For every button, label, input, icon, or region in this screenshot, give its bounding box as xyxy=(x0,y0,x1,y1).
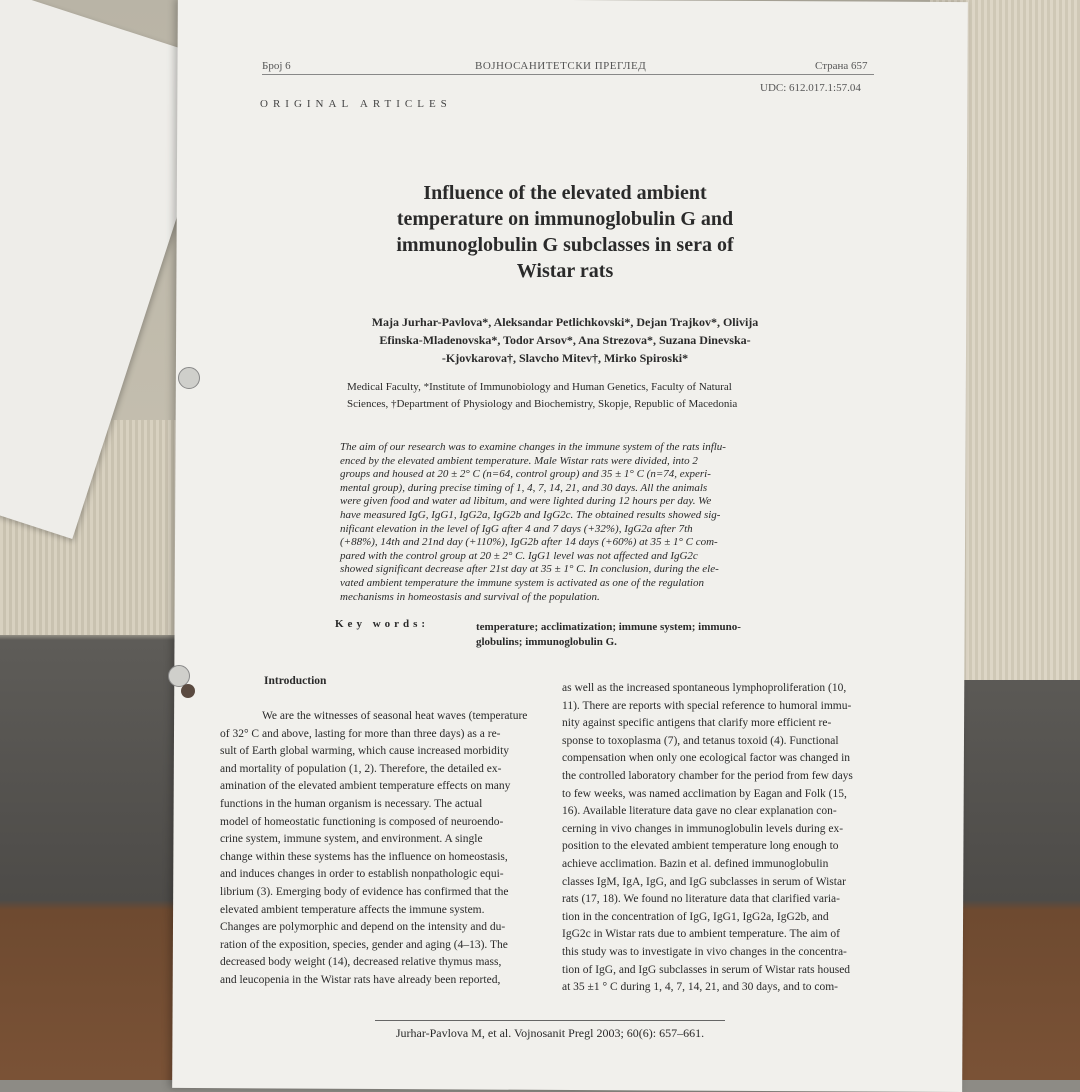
body-line: librium (3). Emerging body of evidence has confirmed that the xyxy=(220,885,509,898)
body-line: of 32° C and above, lasting for more than three days) as a re- xyxy=(220,727,501,740)
left-column xyxy=(220,708,546,990)
body-line: rats (17, 18). We found no literature data that clarified varia- xyxy=(562,893,840,906)
body-line: to few weeks, was named acclimation by Eagan and Folk (15, xyxy=(562,787,847,800)
abstract xyxy=(340,441,785,604)
body-line: the controlled laboratory chamber for the period from few days xyxy=(562,769,853,782)
body-line: elevated ambient temperature affects the immune system. xyxy=(220,903,485,916)
body-line: 16). Available literature data gave no clear explanation con- xyxy=(562,805,837,818)
body-line: ration of the exposition, species, gender and aging (4–13). The xyxy=(220,938,508,951)
punch-hole-shadow-icon xyxy=(181,684,195,698)
author-line: Efinska-Mladenovska*, Todor Arsov*, Ana Strezova*, Suzana Dinevska- xyxy=(379,333,751,347)
abstract-line: (+88%), 14th and 21nd day (+110%), IgG2b after 14 days (+60%) at 35 ± 1° C com- xyxy=(340,536,718,549)
body-line: amination of the elevated ambient temperature effects on many xyxy=(220,780,511,793)
abstract-line: groups and housed at 20 ± 2° C (n=64, control group) and 35 ± 1° C (n=74, experi- xyxy=(340,468,711,481)
body-line: model of homeostatic functioning is composed of neuroendo- xyxy=(220,815,504,828)
abstract-line: showed significant decrease after 21st day at 35 ± 1° C. In conclusion, during the ele- xyxy=(340,563,719,576)
footer-rule xyxy=(375,1020,725,1021)
body-line: and mortality of population (1, 2). Therefore, the detailed ex- xyxy=(220,762,502,775)
keywords xyxy=(476,620,796,650)
body-line: as well as the increased spontaneous lymphoproliferation (10, xyxy=(562,682,847,694)
body-line: this study was to investigate in vivo changes in the concentra- xyxy=(562,945,847,958)
punch-hole-icon xyxy=(178,367,200,389)
author-list xyxy=(330,313,800,367)
body-line: 11). There are reports with special reference to humoral immu- xyxy=(562,699,852,712)
body-line: Changes are polymorphic and depend on the intensity and du- xyxy=(220,921,506,934)
abstract-line: have measured IgG, IgG1, IgG2a, IgG2b and IgG2c. The obtained results showed sig- xyxy=(340,508,721,521)
body-line: and induces changes in order to establish nonpathologic equi- xyxy=(220,868,504,881)
abstract-line: enced by the elevated ambient temperature. Male Wistar rats were divided, into 2 xyxy=(340,454,698,467)
abstract-line: pared with the control group at 20 ± 2° C. IgG1 level was not affected and IgG2c xyxy=(340,549,698,562)
abstract-line: vated ambient temperature the immune system is activated as one of the regulation xyxy=(340,576,704,589)
affiliation-line: Sciences, †Department of Physiology and Biochemistry, Skopje, Republic of Macedonia xyxy=(347,398,738,410)
abstract-line: were given food and water ad libitum, and were lighted during 12 hours per day. We xyxy=(340,495,712,508)
author-line: -Kjovkarova†, Slavcho Mitev†, Mirko Spiroski* xyxy=(441,351,689,365)
body-line: compensation when only one ecological factor was changed in xyxy=(562,752,851,765)
body-line: functions in the human organism is necessary. The actual xyxy=(220,797,483,810)
udc-code: UDC: 612.017.1:57.04 xyxy=(760,82,861,94)
introduction-heading: Introduction xyxy=(264,675,327,687)
abstract-line: mechanisms in homeostasis and survival of the population. xyxy=(340,590,600,603)
abstract-line: nificant elevation in the level of IgG after 4 and 7 days (+32%), IgG2a after 7th xyxy=(340,522,693,535)
body-line: decreased body weight (14), decreased relative thymus mass, xyxy=(220,956,502,969)
header-page: Страна 657 xyxy=(815,60,868,72)
body-line: crine system, immune system, and environment. A single xyxy=(220,833,483,846)
header-journal: ВОЈНОСАНИТЕТСКИ ПРЕГЛЕД xyxy=(475,60,647,72)
affiliation xyxy=(347,379,787,413)
author-line: Maja Jurhar-Pavlova*, Aleksandar Petlichkovski*, Dejan Trajkov*, Olivija xyxy=(371,315,759,329)
header-issue: Број 6 xyxy=(262,60,291,72)
keywords-line: temperature; acclimatization; immune system; immuno- xyxy=(476,621,741,633)
title-line: immunoglobulin G subclasses in sera of xyxy=(396,234,734,256)
body-line: tion of IgG, and IgG subclasses in serum of Wistar rats housed xyxy=(562,963,851,976)
body-line: IgG2c in Wistar rats due to ambient temperature. The aim of xyxy=(562,928,840,941)
keywords-label: Key words: xyxy=(335,618,430,630)
body-line: cerning in vivo changes in immunoglobulin levels during ex- xyxy=(562,822,844,835)
title-line: Influence of the elevated ambient xyxy=(423,182,707,204)
body-line: classes IgM, IgA, IgG, and IgG subclasses in serum of Wistar xyxy=(562,875,846,888)
keywords-line: globulins; immunoglobulin G. xyxy=(476,636,617,648)
title-line: temperature on immunoglobulin G and xyxy=(396,208,734,230)
right-column xyxy=(562,680,884,997)
article-title xyxy=(330,180,800,284)
citation-footer: Jurhar-Pavlova M, et al. Vojnosanit Pregl 2003; 60(6): 657–661. xyxy=(395,1026,705,1040)
body-line: achieve acclimation. Bazin et al. defined immunoglobulin xyxy=(562,857,829,870)
title-line: Wistar rats xyxy=(516,260,614,282)
section-label: ORIGINAL ARTICLES xyxy=(260,98,452,110)
body-line: change within these systems has the influence on homeostasis, xyxy=(220,850,508,863)
body-line: We are the witnesses of seasonal heat waves (temperature xyxy=(262,710,528,722)
body-line: position to the elevated ambient temperature long enough to xyxy=(562,840,839,853)
header-rule xyxy=(262,74,874,75)
body-line: and leucopenia in the Wistar rats have already been reported, xyxy=(220,973,501,986)
body-line: nity against specific antigens that clarify more efficient re- xyxy=(562,717,832,730)
body-line: tion in the concentration of IgG, IgG1, IgG2a, IgG2b, and xyxy=(562,910,829,923)
abstract-line: The aim of our research was to examine changes in the immune system of the rats influ- xyxy=(340,441,726,453)
affiliation-line: Medical Faculty, *Institute of Immunobiology and Human Genetics, Faculty of Natural xyxy=(347,381,732,393)
abstract-line: mental group), during precise timing of 1, 4, 7, 14, 21, and 30 days. All the animals xyxy=(340,481,708,494)
body-line: at 35 ±1 ° C during 1, 4, 7, 14, 21, and 30 days, and to com- xyxy=(562,981,839,994)
body-line: sult of Earth global warming, which cause increased morbidity xyxy=(220,745,510,758)
body-line: sponse to toxoplasma (7), and tetanus toxoid (4). Functional xyxy=(562,734,839,747)
